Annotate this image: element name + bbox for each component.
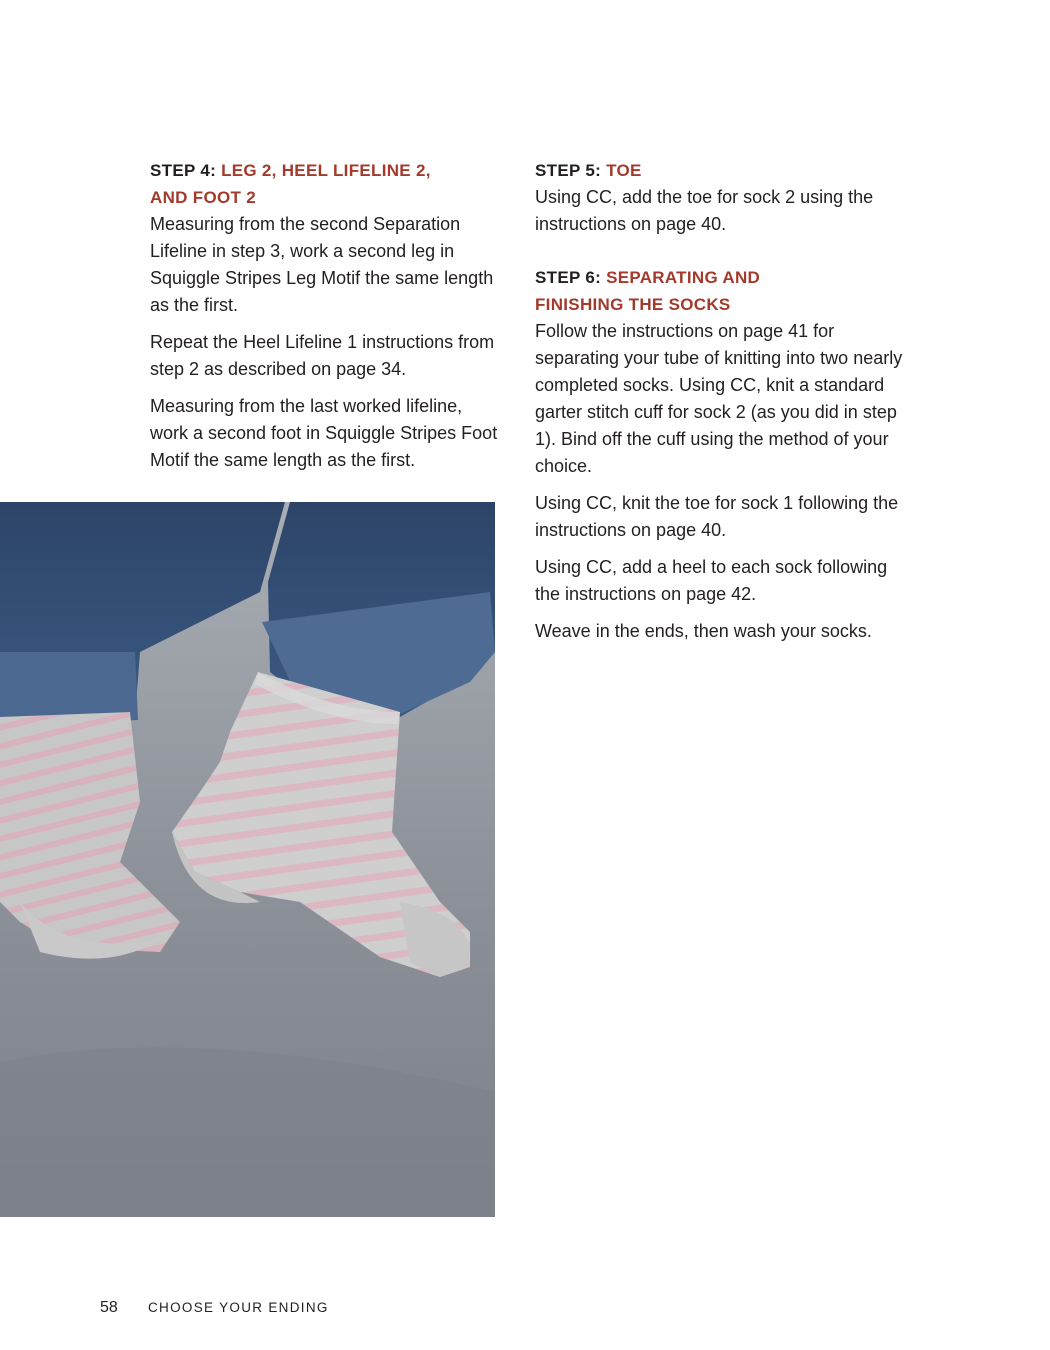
steps-5-6-section xyxy=(535,157,905,655)
step-4-title-line2: AND FOOT 2 xyxy=(150,188,256,207)
socks-photo xyxy=(0,502,495,1217)
step-6-paragraph-1: Follow the instructions on page 41 for separating your tube of knitting into two nearly completed socks. Using CC, knit a standard garter stitch cuff for sock 2 (as you did in step 1). Bind off the cuff using the method of your choice. xyxy=(535,321,903,476)
step-4-paragraph-3: Measuring from the last worked lifeline, work a second foot in Squiggle Stripes Foot Motif the same length as the first. xyxy=(150,396,498,470)
step-4-label: STEP 4: xyxy=(150,161,222,180)
page-footer xyxy=(100,1299,329,1317)
step-6-paragraph-4: Weave in the ends, then wash your socks. xyxy=(535,621,872,641)
step-6-label: STEP 6: xyxy=(535,268,607,287)
step-4-title-line1: LEG 2, HEEL LIFELINE 2, xyxy=(221,161,431,180)
step-5-title: TOE xyxy=(606,161,642,180)
step-4-paragraph-2: Repeat the Heel Lifeline 1 instructions from step 2 as described on page 34. xyxy=(150,332,495,379)
page-number: 58 xyxy=(100,1299,118,1316)
section-title: CHOOSE YOUR ENDING xyxy=(148,1300,329,1315)
step-5-label: STEP 5: xyxy=(535,161,607,180)
step-6-title-line2: FINISHING THE SOCKS xyxy=(535,295,731,314)
step-6-heading xyxy=(535,264,905,318)
step-6-title-line1: SEPARATING AND xyxy=(606,268,761,287)
step-6-paragraph-3: Using CC, add a heel to each sock following the instructions on page 42. xyxy=(535,557,888,604)
step-5-heading xyxy=(535,157,905,184)
step-4-paragraph-1: Measuring from the second Separation Lifeline in step 3, work a second leg in Squiggle Stripes Leg Motif the same length as the first. xyxy=(150,214,494,315)
step-6-paragraph-2: Using CC, knit the toe for sock 1 following the instructions on page 40. xyxy=(535,493,899,540)
step-4-section xyxy=(150,157,502,484)
step-4-heading xyxy=(150,157,502,211)
step-5-paragraph-1: Using CC, add the toe for sock 2 using the instructions on page 40. xyxy=(535,187,874,234)
